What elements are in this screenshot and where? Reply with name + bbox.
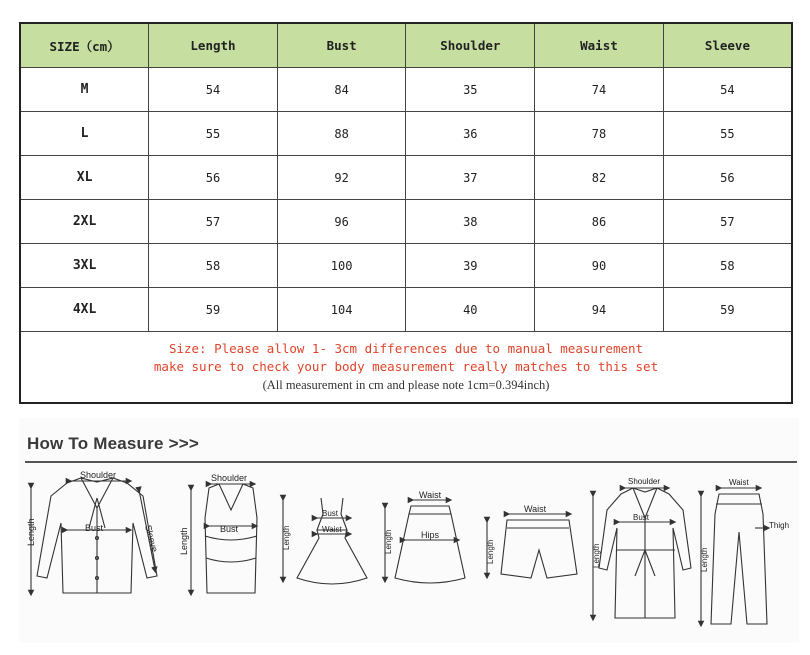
how-to-measure-title-text: How To Measure	[27, 434, 164, 453]
table-row	[20, 156, 792, 200]
waist-cell: 74	[535, 68, 664, 112]
length-cell: 54	[149, 68, 278, 112]
table-row	[20, 200, 792, 244]
length-cell: 55	[149, 112, 278, 156]
waist-cell: 90	[535, 244, 664, 288]
coat-icon	[593, 488, 691, 618]
length-cell: 57	[149, 200, 278, 244]
sleeve-cell: 57	[663, 200, 792, 244]
table-row	[20, 112, 792, 156]
shoulder-cell: 39	[406, 244, 535, 288]
bust-cell: 100	[277, 244, 406, 288]
pants-thigh-label: Thigh	[769, 521, 790, 530]
pants-icon	[701, 488, 767, 624]
how-to-measure-panel	[19, 418, 799, 643]
tank-length-label: Length	[179, 527, 189, 555]
size-chart-header-row	[20, 23, 792, 68]
skirt-icon	[385, 500, 465, 583]
size-cell: 2XL	[20, 200, 149, 244]
size-chart-table	[19, 22, 793, 404]
header-length: Length	[149, 23, 278, 68]
header-waist: Waist	[535, 23, 664, 68]
shoulder-cell: 35	[406, 68, 535, 112]
header-bust: Bust	[277, 23, 406, 68]
shoulder-cell: 40	[406, 288, 535, 332]
size-cell: 4XL	[20, 288, 149, 332]
shirt-icon	[31, 478, 157, 593]
size-cell: M	[20, 68, 149, 112]
bust-cell: 88	[277, 112, 406, 156]
header-size: SIZE（cm）	[20, 23, 149, 68]
shirt-bust-label: Bust	[85, 523, 104, 533]
tank-shoulder-label: Shoulder	[211, 473, 248, 483]
skirt-hips-label: Hips	[421, 530, 440, 540]
length-cell: 56	[149, 156, 278, 200]
shirt-sleeve-label: Sleeve	[143, 523, 160, 554]
garment-illustrations	[19, 418, 799, 643]
header-shoulder: Shoulder	[406, 23, 535, 68]
dress-bust-label: Bust	[322, 509, 339, 518]
dress-waist-label: Waist	[322, 525, 342, 534]
shirt-shoulder-label: Shoulder	[80, 470, 117, 480]
tank-top-icon	[191, 484, 257, 593]
sleeve-cell: 55	[663, 112, 792, 156]
shoulder-cell: 36	[406, 112, 535, 156]
shirt-length-label: Length	[26, 518, 36, 546]
skirt-waist-label: Waist	[419, 490, 442, 500]
table-row	[20, 244, 792, 288]
waist-cell: 78	[535, 112, 664, 156]
notes-row	[20, 332, 792, 404]
size-cell: L	[20, 112, 149, 156]
header-sleeve: Sleeve	[663, 23, 792, 68]
bust-cell: 96	[277, 200, 406, 244]
shorts-waist-label: Waist	[524, 504, 547, 514]
tank-bust-label: Bust	[220, 524, 239, 534]
shorts-icon	[487, 514, 577, 578]
sleeve-cell: 58	[663, 244, 792, 288]
measurement-note-2: make sure to check your body measurement really matches to this set	[153, 359, 659, 374]
waist-cell: 86	[535, 200, 664, 244]
bust-cell: 84	[277, 68, 406, 112]
dress-length-label: Length	[282, 525, 291, 550]
waist-cell: 94	[535, 288, 664, 332]
chevrons-icon: >>>	[168, 434, 199, 453]
table-row	[20, 68, 792, 112]
measurement-note-1: Size: Please allow 1- 3cm differences due to manual measurement	[168, 341, 644, 356]
sleeve-cell: 54	[663, 68, 792, 112]
pants-length-label: Length	[700, 547, 709, 572]
skirt-length-label: Length	[384, 529, 393, 554]
shoulder-cell: 37	[406, 156, 535, 200]
coat-length-label: Length	[592, 543, 601, 568]
size-cell: 3XL	[20, 244, 149, 288]
coat-shoulder-label: Shoulder	[628, 477, 661, 486]
sleeve-cell: 59	[663, 288, 792, 332]
pants-waist-label: Waist	[729, 478, 749, 487]
bust-cell: 92	[277, 156, 406, 200]
notes-cell	[20, 332, 792, 404]
table-row	[20, 288, 792, 332]
shoulder-cell: 38	[406, 200, 535, 244]
length-cell: 59	[149, 288, 278, 332]
measurement-note-3: (All measurement in cm and please note 1cm=0.394inch)	[262, 378, 550, 392]
shorts-length-label: Length	[486, 539, 495, 564]
bust-cell: 104	[277, 288, 406, 332]
length-cell: 58	[149, 244, 278, 288]
sleeve-cell: 56	[663, 156, 792, 200]
size-cell: XL	[20, 156, 149, 200]
waist-cell: 82	[535, 156, 664, 200]
coat-bust-label: Bust	[633, 513, 650, 522]
